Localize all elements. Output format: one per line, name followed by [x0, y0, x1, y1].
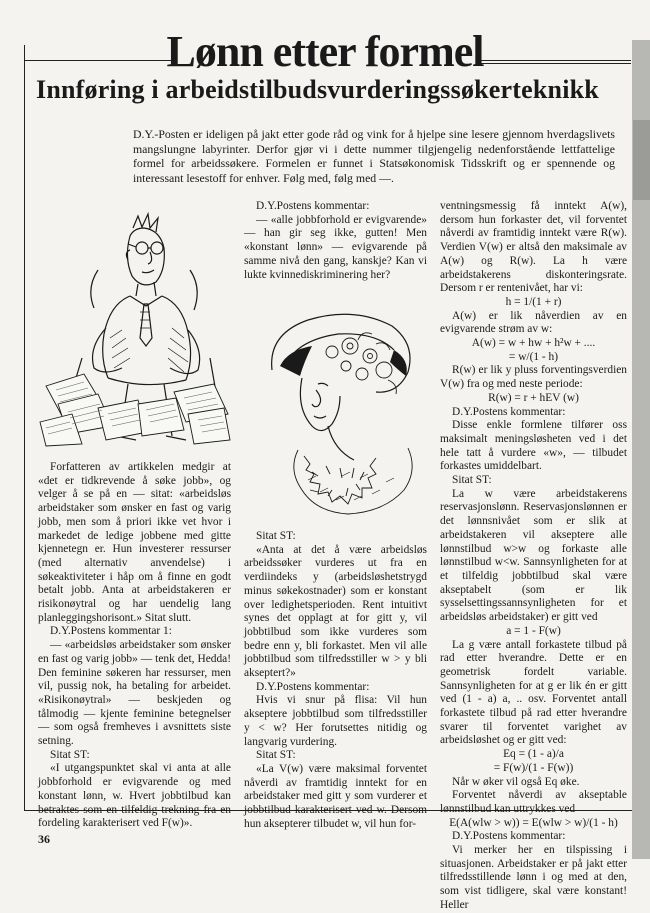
col2-paragraph: Hvis vi snur på flisa: Vil hun akseptere jobbtilbud som tilfredsstiller y < w? Her forutsettes nitidig og langvarig vurdering. — [244, 694, 427, 748]
column-2-bottom — [244, 530, 427, 831]
formula: R(w) = r + hEV (w) — [488, 391, 579, 404]
col2-paragraph: «Anta at det å være arbeidsløs arbeidssøker vurderes ut fra en verdiindeks y (arbeidsløshetstrygd minus søkekostnader) som er konstant over ledighetsperioden. Rent intuitivt synes det opplagt at for gitt y, vil jobbtilbud som ikke vurderes som bedre enn y, bli forkastet. Men vil alle jobbtilbud som tilfredsstiller w > y bli akseptert?» — [244, 543, 427, 680]
col1-paragraph: — «arbeidsløs arbeidstaker som ønsker en fast og varig jobb» — tenk det, Hedda! Den feminine søkeren har ressurser, men vil, pussig nok, ha betaling for arbeidet. «Risikonøytral» — beskjeden og tålmodig — kjente feminine betegnelser — som også fremheves i avsnittets siste setning. — [38, 639, 231, 748]
formula: a = 1 - F(w) — [506, 624, 561, 637]
col3-paragraph: Når w øker vil også Eq øke. — [452, 775, 580, 788]
page-number: 36 — [38, 832, 50, 846]
column-1 — [38, 461, 231, 831]
col3-paragraph: La w være arbeidstakerens reservasjonslønn. Reservasjonslønnen er det lønnsnivået som er slik at arbeidstakeren vil akseptere alle lønnstilbud w>w og forkaste alle lønnstilbud w<w. Sannsynligheten for at et tilfeldig jobbtilbud skal være akseptabelt (som er lik sysselsettingssannsynligheten for et arbeidsløs arbeidstaker) er gitt ved — [440, 487, 627, 624]
col1-comment-heading: D.Y.Postens kommentar 1: — [50, 625, 172, 638]
article-subtitle: Innføring i arbeidstilbudsvurderingssøkerteknikk — [36, 75, 599, 104]
col3-paragraph: ventningsmessig få inntekt A(w), dersom hun forkaster det, vil forventet nåverdi av framtidig inntekt være R(w). Verdien V(w) er altså den maksimale av A(w) og R(w). La h være arbeidstakerens diskonteringsrate. Dersom r er rentenivået, har vi: — [440, 200, 627, 295]
formula: A(w) = w + hw + h²w + .... — [471, 337, 596, 350]
column-3 — [440, 200, 627, 913]
col3-paragraph: Forventet nåverdi av akseptable lønnstilbud kan uttrykkes ved — [440, 789, 627, 815]
illustration-lady-with-hat — [258, 300, 423, 520]
column-2-top — [244, 200, 427, 282]
col3-quote-heading: Sitat ST: — [452, 474, 492, 487]
col1-paragraph: Forfatteren av artikkelen medgir at «det er tidkrevende å søke jobb», og velger å se på en — sitat: «arbeidsløs arbeidstaker som ønsker en fast og varig jobb, men som å priori ikke vet hvor i markedet de ledige jobbene med gitte kjennetegn er. Hun investerer ressurser (med alternativ anvendelse) i søkeaktiviteter i håp om å finne en godt betalt jobb. Anta at arbeidstakeren er risikonøytral og har uendelig lang planleggingshorisont.» Sitat slutt. — [38, 461, 231, 624]
col2-paragraph: «La V(w) være maksimal forventet nåverdi av framtidig inntekt for en arbeidstaker med gitt y som vurderer et jobbtilbud karakterisert ved w. Dersom hun aksepterer tilbudet w, vil hun for- — [244, 762, 427, 830]
col3-paragraph: R(w) er lik y pluss forventingsverdien V(w) fra og med neste periode: — [440, 364, 627, 391]
col2-comment-heading: D.Y.Postens kommentar: — [256, 680, 370, 693]
illustration-man-with-papers — [38, 208, 232, 448]
col3-paragraph: Disse enkle formlene tilfører oss maksimalt meningsløsheten ved i det hele tatt å vurdere «w», — tilbudet forkastes umiddelbart. — [440, 419, 627, 473]
formula: Eq = (1 - a)/a — [503, 748, 564, 761]
col3-paragraph: La g være antall forkastete tilbud på rad etter hverandre. Dette er en geometrisk fordelt variable. Sannsynligheten for at g er lik én er gitt ved (1 - a) a, .. osv. Forventet antall forkastete tilbud på rad etter hverandre svarer til forventet varighet av arbeidsløshet og er gitt ved: — [440, 638, 627, 747]
col3-paragraph: A(w) er lik nåverdien av en evigvarende strøm av w: — [440, 309, 627, 336]
formula: = w/(1 - h) — [508, 350, 559, 363]
col2-quote-heading: Sitat ST: — [256, 530, 296, 542]
formula: E(A(wlw > w)) = E(wlw > w)/(1 - h) — [449, 816, 618, 829]
col3-comment-heading: D.Y.Postens kommentar: — [452, 830, 566, 843]
page-edge-shadow-dark — [633, 120, 650, 200]
col3-comment-heading: D.Y.Postens kommentar: — [452, 405, 566, 418]
article-title: Lønn etter formel — [166, 27, 484, 76]
col2-comment-heading: D.Y.Postens kommentar: — [256, 200, 370, 212]
col1-paragraph: «I utgangspunktet skal vi anta at alle jobbforhold er evigvarende og med konstant lønn, w. Hvert jobbtilbud kan betraktes som en tilfeldig trekning fra en fordeling karakterisert ved F(w)». — [38, 762, 231, 830]
col1-quote-heading: Sitat ST: — [50, 748, 90, 761]
col2-paragraph: — «alle jobbforhold er evigvarende» — han gir seg ikke, gutten! Men «konstant lønn» — evigvarende på samme nivå den gang, kanskje? Kan vi lukte kvinnediskriminering her? — [244, 213, 427, 281]
lead-paragraph: D.Y.-Posten er ideligen på jakt etter gode råd og vink for å hjelpe sine lesere gjennom hverdagslivets mangslungne labyrinter. Derfor gjør vi i dette nummer tilgjengelig nedenforstående lettfattelige formel for arbeidssøkere. Formelen er funnet i Statsøkonomisk Tidsskrift og er spennende og interessant lesestoff for enhver. Følg med, følg med —. — [133, 127, 615, 185]
formula: = F(w)/(1 - F(w)) — [493, 761, 574, 774]
col3-paragraph: Vi merker her en tilspissing i situasjonen. Arbeidstaker er på jakt etter tilfredsstillende lønn i og med at den, som vist tidligere, skal være konstant! Heller — [440, 844, 627, 911]
formula: h = 1/(1 + r) — [505, 295, 562, 308]
col2-quote-heading: Sitat ST: — [256, 749, 296, 762]
